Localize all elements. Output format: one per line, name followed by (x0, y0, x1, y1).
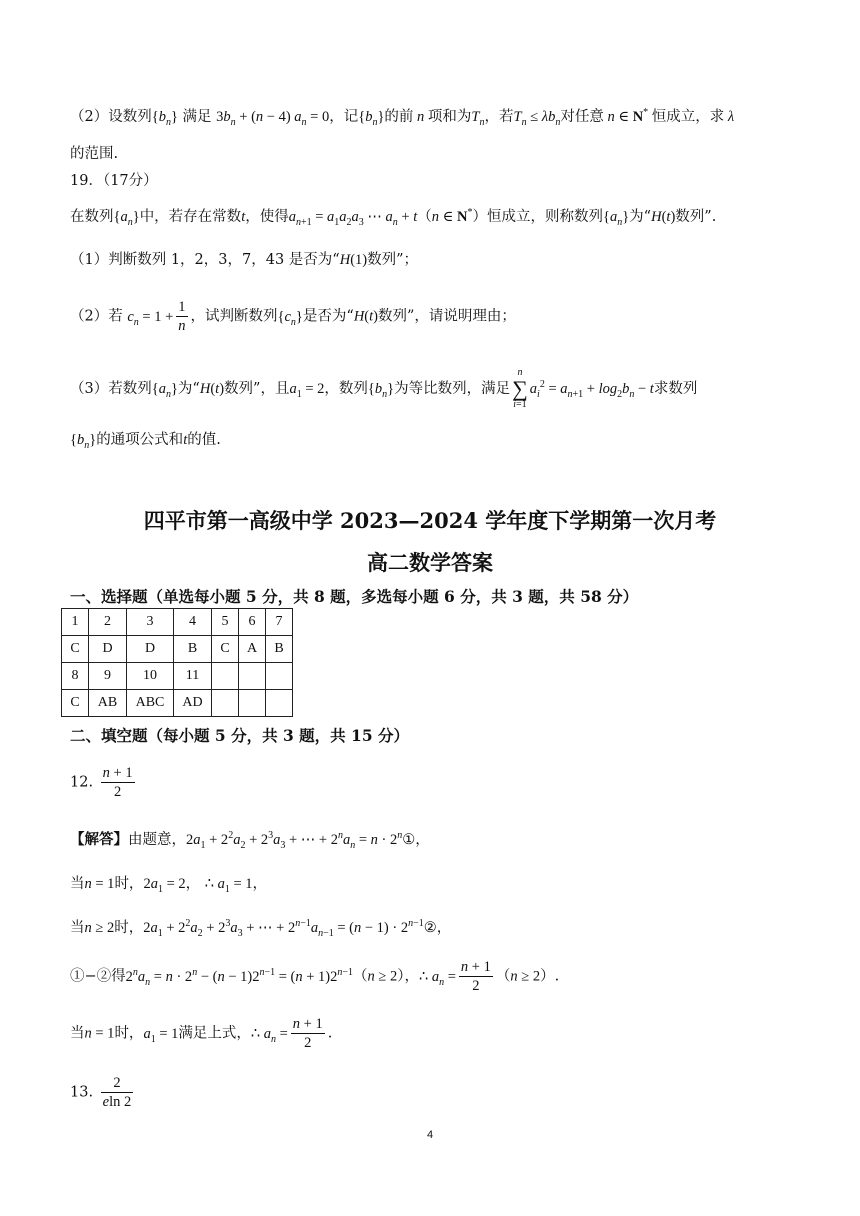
table-row: 8 9 10 11 (62, 663, 293, 690)
q18-part2-line2: 的范围. (70, 146, 119, 162)
solution-line4: ①−②得$2^na_n = n \cdot 2^n - (n - 1)2^{n-1} = (n + 1)2^{n-1}(n \ge 2)$，∴ $a_n$ = $\frac{n + 1}{2}$ （n ≥ 2）. (70, 959, 560, 994)
answer-subtitle: 高二数学答案 (367, 550, 493, 575)
answer-title: 四平市第一高级中学 2023—2024 学年度下学期第一次月考 (143, 508, 717, 533)
q19-part3: （3）若数列$\{a_n\}$为“H(t)数列”，且$a_1 = 2$，数列$\{b_n\}$为等比数列，满足n ∑ $i=1a_i^2 = a_{n+1} + \log_2b_n - t$求数列 (70, 367, 698, 410)
q19-part1: （1）判断数列 1，2，3，7，43 是否为“H(1)数列”； (70, 252, 419, 268)
q13-answer: 13. $\frac{2}{eln 2}$ (70, 1075, 132, 1110)
table-row: 1 2 3 4 5 6 7 (62, 609, 293, 636)
solution-line2: 当n = 1时，$2a_1 = 2$， ∴ $a_1 = 1$， (70, 876, 268, 895)
section2-heading: 二、填空题（每小题 5 分，共 3 题，共 15 分） (70, 726, 410, 745)
q12-answer: 12. $\frac{n + 1}{2}$ (70, 765, 133, 800)
q19-intro: 在数列$\{a_n\}$中，若存在常数t，使得$a_{n+1} = a_1a_2a_3$ ⋯ $a_n + t(n$ ∈ N*）恒成立，则称数列$\{a_n\}$为“H(t)数列”. (70, 207, 717, 228)
solution-line3: 当n ≥ 2时，$2a_1 + 2^2a_2 + 2^3a_3$ + ⋯ + $2^{n-1}a_{n-1} = (n - 1)$ · $2^{n-1}②$， (70, 918, 452, 939)
q19-part2: （2）若 $c_n = 1$ + $\frac{1}{n}$ ，试判断数列$\{c_n\}$是否为“H(t)数列”，请说明理由； (70, 299, 516, 334)
section1-heading: 一、选择题（单选每小题 5 分，共 8 题，多选每小题 6 分，共 3 题，共 58 分） (70, 587, 639, 606)
page-number: 4 (426, 1129, 434, 1141)
solution-line5: 当n = 1时，$a_1 = 1$满足上式，∴ $a_n$ = $\frac{n + 1}{2}$ . (70, 1016, 333, 1051)
table-row: C D D B C A B (62, 636, 293, 663)
q19-part3-cont: $\{b_n\}$的通项公式和t的值. (70, 432, 221, 451)
answer-table (61, 608, 293, 717)
table-row: C AB ABC AD (62, 690, 293, 717)
q18-part2-line1: （2）设数列$\{b_n\}$ 满足 $3b_n + (n - 4) a_n = 0$，记$\{b_n\}$的前 n 项和为$T_n$，若$T_n \le \lambda b_n$对任意 n ∈ N* 恒成立，求 λ (70, 107, 735, 128)
solution-line1: 【解答】由题意，$2a_1 + 2^2a_2 + 2^3a_3$ + ⋯ + $2^na_n = n$ · $2^n①$， (70, 830, 430, 851)
q19-heading: 19．（17分） (70, 173, 158, 189)
